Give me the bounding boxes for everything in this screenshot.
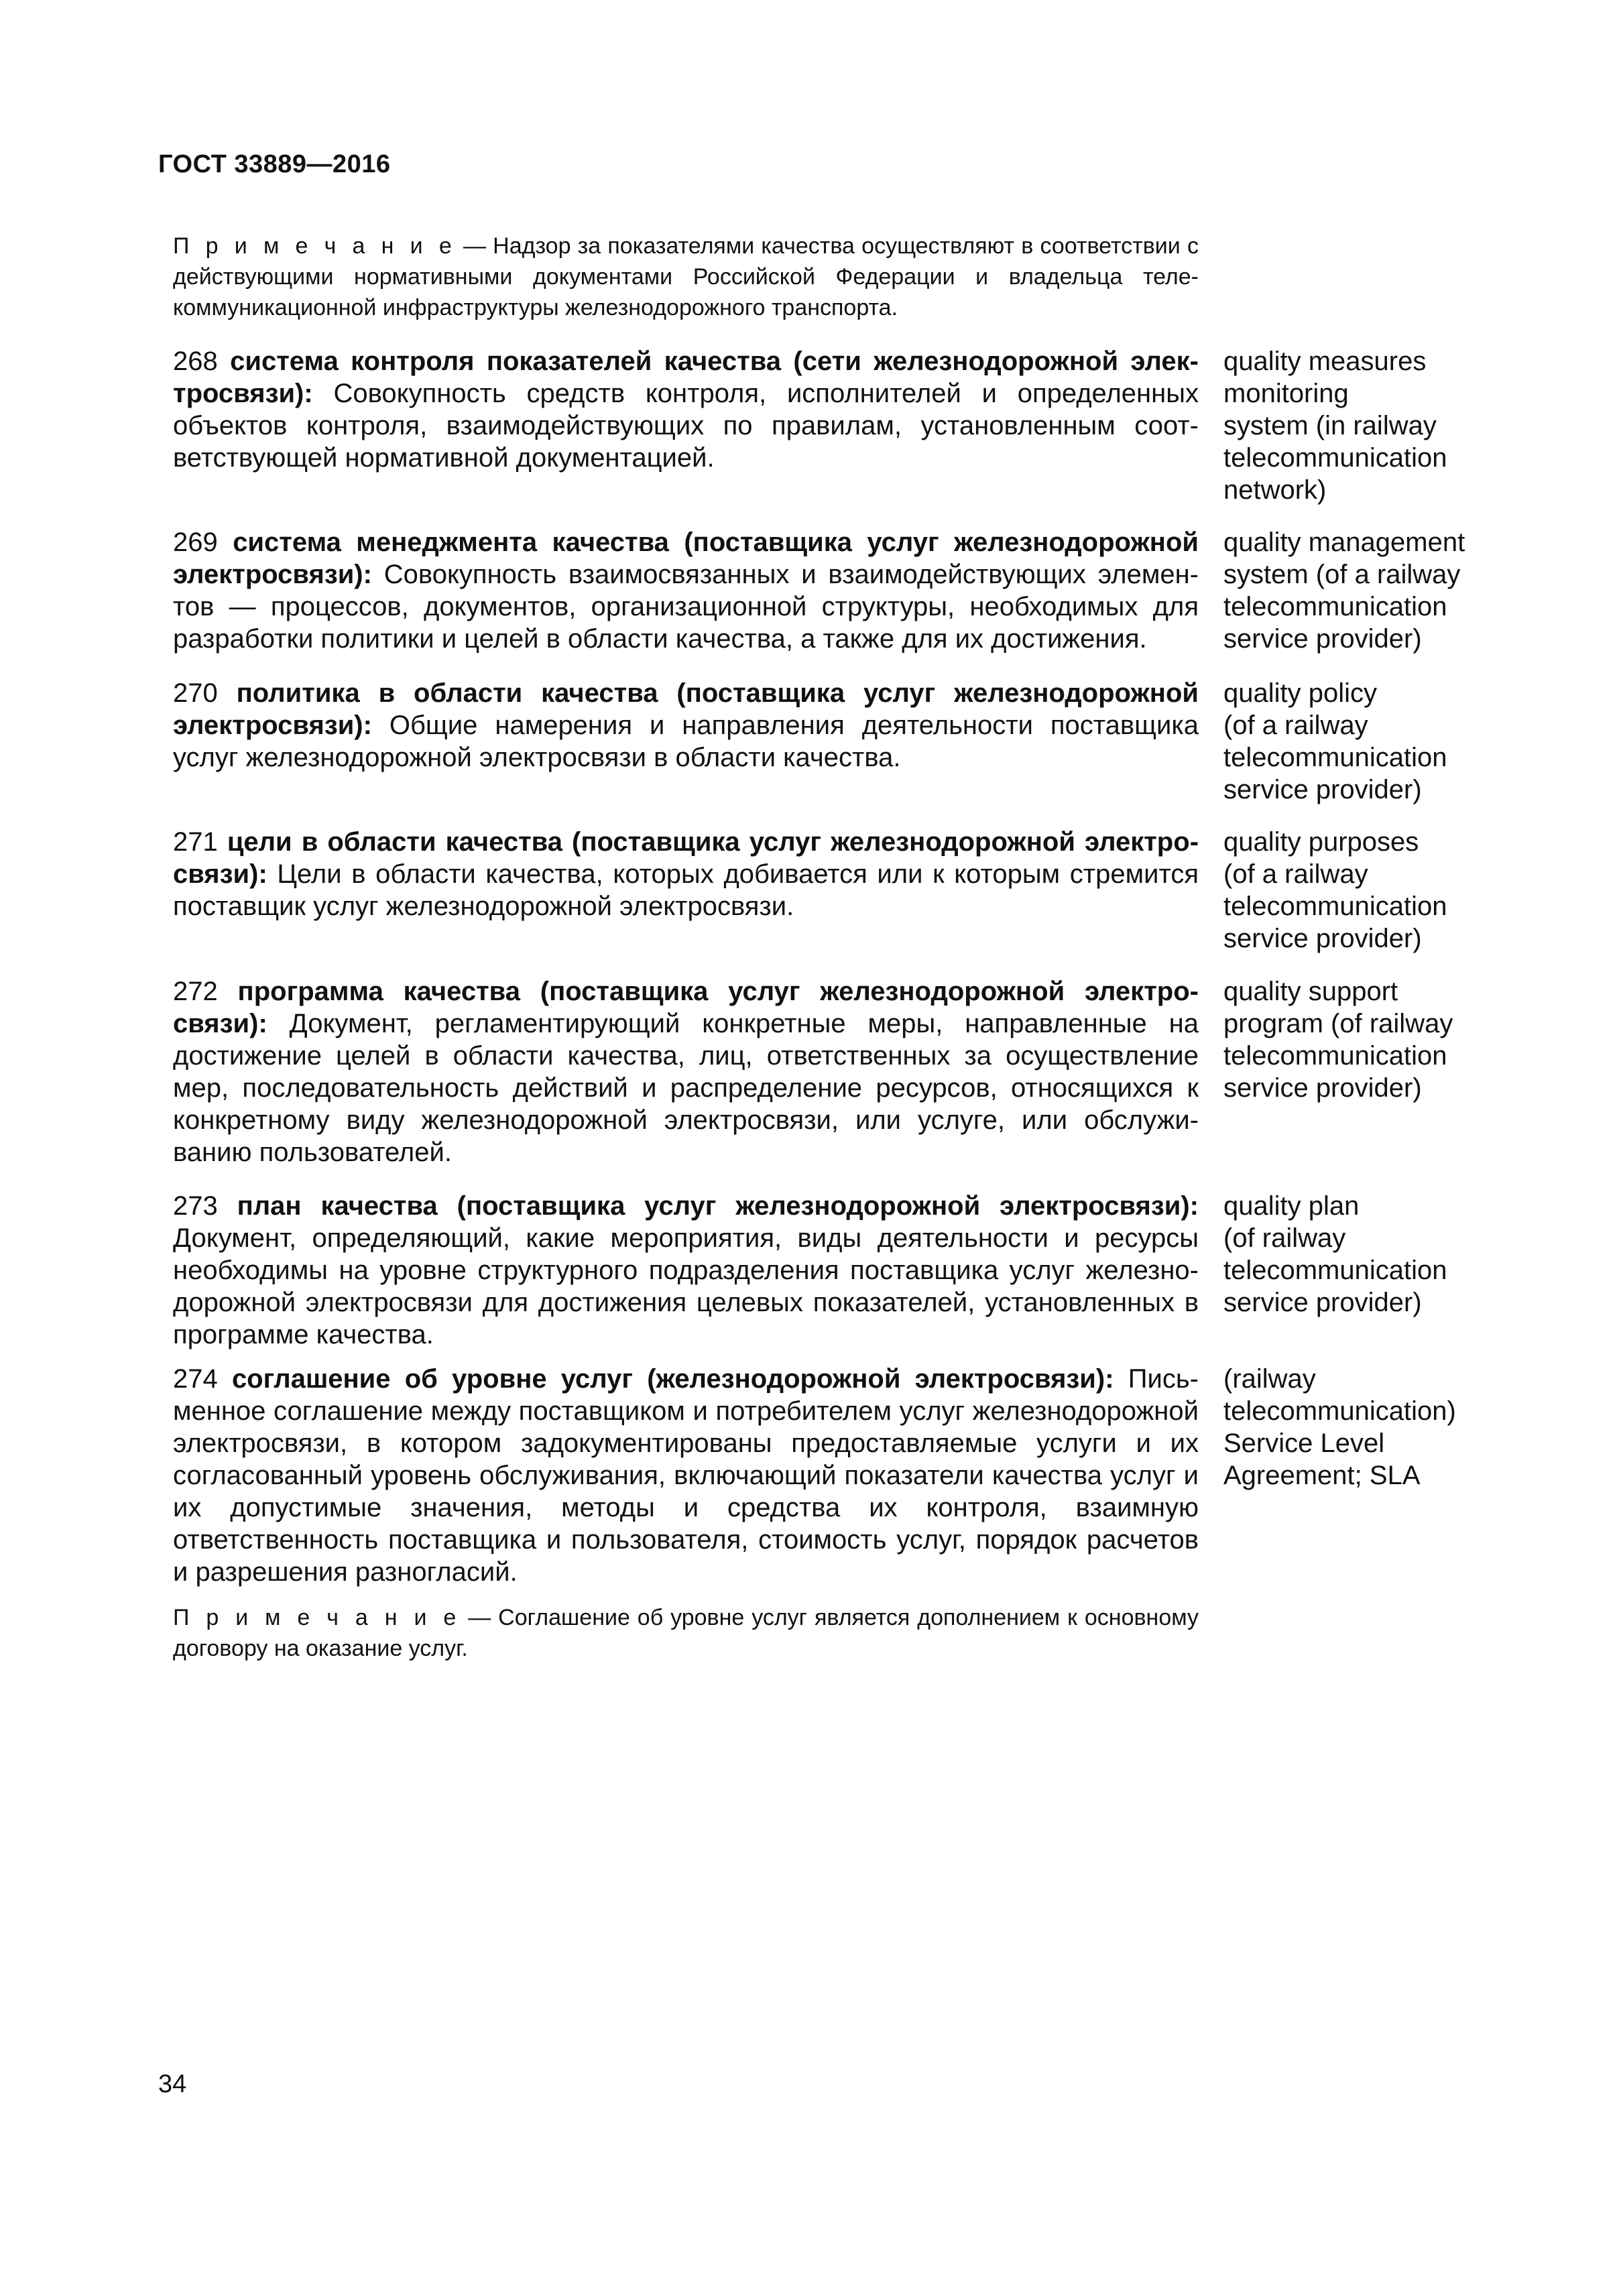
note-label: П р и м е ч а н и е bbox=[173, 1605, 461, 1630]
en-line: quality support bbox=[1223, 977, 1398, 1006]
en-line: telecommunication bbox=[1223, 892, 1447, 921]
en-line: service provider) bbox=[1223, 775, 1422, 804]
term-definition: Совокупность средств контроля, исполнителей и определенных объектов контроля, взаимодействующих по правилам, установленным соответствующей нормативной документацией. bbox=[173, 379, 1199, 473]
term-en-268 bbox=[1223, 345, 1505, 506]
term-en-272 bbox=[1223, 975, 1505, 1104]
term-en-273 bbox=[1223, 1190, 1505, 1319]
en-line: (railway bbox=[1223, 1364, 1316, 1394]
term-number: 272 bbox=[173, 977, 218, 1006]
term-en-269 bbox=[1223, 526, 1505, 655]
page-number: 34 bbox=[158, 2070, 187, 2098]
note-label: П р и м е ч а н и е bbox=[173, 233, 457, 259]
en-line: Agreement; SLA bbox=[1223, 1461, 1421, 1490]
en-line: Service Level bbox=[1223, 1429, 1385, 1458]
en-line: service provider) bbox=[1223, 924, 1422, 953]
term-number: 268 bbox=[173, 347, 218, 376]
term-number: 274 bbox=[173, 1364, 218, 1394]
term-definition: Совокупность взаимосвязанных и взаимодействующих элементов — процессов, документов, организационной структуры, необходимых для разработки политики и целей в области качества, а также для их достижения. bbox=[173, 560, 1199, 654]
en-line: quality purposes bbox=[1223, 827, 1419, 857]
en-line: telecommunication bbox=[1223, 743, 1447, 772]
term-title: система менеджмента качества (поставщика услуг железнодорожной электросвязи): bbox=[173, 528, 1199, 589]
term-ru-271 bbox=[173, 826, 1199, 922]
term-title: план качества (поставщика услуг железнодорожной электросвязи): bbox=[237, 1191, 1199, 1221]
note-text: Надзор за показателями качества осуществляют в соответствии с действующими нормативными документами Российской Федерации и владельца телекоммуникационной инфраструктуры железнодорожного транспорта. bbox=[173, 233, 1199, 320]
term-title: цели в области качества (поставщика услуг железнодорожной электросвязи): bbox=[173, 827, 1199, 889]
en-line: (of a railway bbox=[1223, 859, 1368, 889]
en-line: system (of a railway bbox=[1223, 560, 1461, 589]
en-line: quality policy bbox=[1223, 678, 1378, 708]
en-line: monitoring bbox=[1223, 379, 1349, 408]
en-line: telecommunication) bbox=[1223, 1396, 1456, 1426]
en-line: quality plan bbox=[1223, 1191, 1360, 1221]
term-title: политика в области качества (поставщика услуг железнодорожной электросвязи): bbox=[173, 678, 1199, 740]
term-en-271 bbox=[1223, 826, 1505, 955]
term-ru-272 bbox=[173, 975, 1199, 1168]
term-ru-274 bbox=[173, 1363, 1199, 1588]
en-line: service provider) bbox=[1223, 1288, 1422, 1317]
term-ru-268 bbox=[173, 345, 1199, 474]
document-header: ГОСТ 33889—2016 bbox=[158, 150, 391, 178]
en-line: network) bbox=[1223, 475, 1327, 505]
term-definition: Общие намерения и направления деятельности поставщика услуг железнодорожной электросвязи в области качества. bbox=[173, 711, 1199, 772]
term-number: 271 bbox=[173, 827, 218, 857]
en-line: telecommunication bbox=[1223, 1256, 1447, 1285]
en-line: service provider) bbox=[1223, 1073, 1422, 1103]
term-number: 273 bbox=[173, 1191, 218, 1221]
term-title: соглашение об уровне услуг (железнодорожной электросвязи): bbox=[231, 1364, 1114, 1394]
term-title: программа качества (поставщика услуг железнодорожной электросвязи): bbox=[173, 977, 1199, 1038]
term-number: 269 bbox=[173, 528, 218, 557]
en-line: service provider) bbox=[1223, 624, 1422, 654]
term-definition: Цели в области качества, которых добивается или к которым стремится поставщик услуг железнодорожной электросвязи. bbox=[173, 859, 1199, 921]
term-ru-270 bbox=[173, 677, 1199, 774]
term-definition: Документ, определяющий, какие мероприятия, виды деятельности и ресурсы необходимы на уровне структурного подразделения поставщика услуг железнодорожной электросвязи для достижения целевых показателей, установленных в программе качества. bbox=[173, 1223, 1199, 1349]
note-quality-supervision bbox=[173, 231, 1199, 323]
en-line: system (in railway bbox=[1223, 411, 1437, 440]
en-line: telecommunication bbox=[1223, 1041, 1447, 1071]
en-line: (of railway bbox=[1223, 1223, 1346, 1253]
term-title: система контроля показателей качества (сети железнодорожной электросвязи): bbox=[173, 347, 1199, 408]
term-ru-273 bbox=[173, 1190, 1199, 1351]
en-line: quality measures bbox=[1223, 347, 1427, 376]
term-definition: Письменное соглашение между поставщиком и потребителем услуг железнодорожной электросвязи, в котором задокументированы предоставляемые услуги и их согласованный уровень обслуживания, включающий показатели качества услуг и их допустимые значения, методы и средства их контроля, взаимную ответственность поставщика и пользователя, стоимость услуг, порядок расчетов и разрешения разногласий. bbox=[173, 1364, 1199, 1587]
term-en-270 bbox=[1223, 677, 1505, 806]
term-number: 270 bbox=[173, 678, 218, 708]
en-line: quality management bbox=[1223, 528, 1465, 557]
note-text: Соглашение об уровне услуг является дополнением к основному договору на оказание услуг. bbox=[173, 1605, 1199, 1661]
note-dash: — bbox=[456, 233, 493, 259]
en-line: (of a railway bbox=[1223, 711, 1368, 740]
en-line: program (of railway bbox=[1223, 1009, 1453, 1038]
term-definition: Документ, регламентирующий конкретные меры, направленные на достижение целей в области качества, лиц, ответственных за осуществление мер, последовательность действий и распределение ресурсов, относящихся к конкретному виду железнодорожной электросвязи, или услуге, или обслуживанию пользователей. bbox=[173, 1009, 1199, 1167]
term-en-274 bbox=[1223, 1363, 1505, 1492]
term-ru-269 bbox=[173, 526, 1199, 655]
note-sla-supplement bbox=[173, 1602, 1199, 1664]
en-line: telecommunication bbox=[1223, 592, 1447, 621]
en-line: telecommunication bbox=[1223, 443, 1447, 473]
note-dash: — bbox=[461, 1605, 499, 1630]
